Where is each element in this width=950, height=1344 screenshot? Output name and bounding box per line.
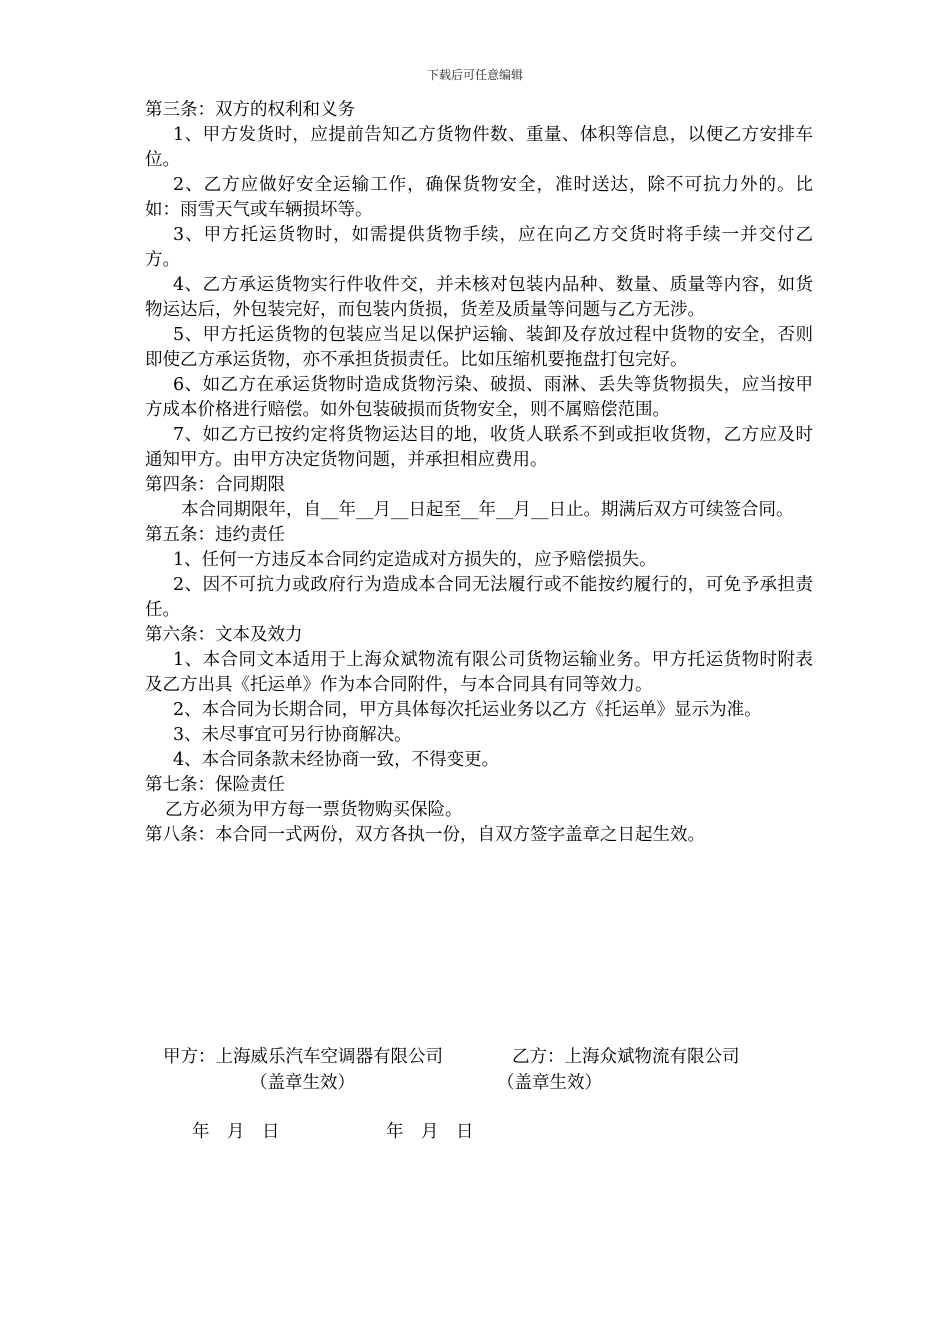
clause-3-3: 3、甲方托运货物时，如需提供货物手续，应在向乙方交货时将手续一并交付乙方。 — [145, 225, 813, 270]
contract-body — [145, 98, 813, 848]
party-a-date: 年 月 日 — [192, 1122, 280, 1142]
clause-3-5: 5、甲方托运货物的包装应当足以保护运输、装卸及存放过程中货物的安全，否则即使乙方承运货物，亦不承担货损责任。比如压缩机要拖盘打包完好。 — [145, 325, 813, 370]
party-b-name: 乙方：上海众斌物流有限公司 — [512, 1047, 740, 1067]
clause-3-7: 7、如乙方已按约定将货物运达目的地，收货人联系不到或拒收货物，乙方应及时通知甲方。由甲方决定货物问题，并承担相应费用。 — [145, 425, 813, 470]
clause-3-4: 4、乙方承运货物实行件收件交，并未核对包装内品种、数量、质量等内容，如货物运达后，外包装完好，而包装内货损，货差及质量等问题与乙方无涉。 — [145, 275, 813, 320]
party-a-name: 甲方：上海威乐汽车空调器有限公司 — [163, 1047, 443, 1067]
section-heading-5: 第五条：违约责任 — [145, 525, 285, 545]
clause-4-term: 本合同期限年，自__年__月__日起至__年__月__日止。期满后双方可续签合同。 — [181, 500, 794, 520]
party-b-seal-note: （盖章生效） — [497, 1073, 602, 1093]
clause-6-1: 1、本合同文本适用于上海众斌物流有限公司货物运输业务。甲方托运货物时附表及乙方出具《托运单》作为本合同附件，与本合同具有同等效力。 — [145, 650, 813, 695]
section-heading-6: 第六条：文本及效力 — [145, 625, 303, 645]
party-a-seal-note: （盖章生效） — [250, 1073, 355, 1093]
clause-6-4: 4、本合同条款未经协商一致，不得变更。 — [173, 750, 500, 770]
section-heading-7: 第七条：保险责任 — [145, 775, 285, 795]
clause-3-2: 2、乙方应做好安全运输工作，确保货物安全，准时送达，除不可抗力外的。比如：雨雪天气或车辆损坏等。 — [145, 175, 813, 220]
party-b-date: 年 月 日 — [386, 1122, 474, 1142]
clause-6-3: 3、未尽事宜可另行协商解决。 — [173, 725, 412, 745]
section-heading-3: 第三条：双方的权利和义务 — [145, 100, 355, 120]
clause-6-2: 2、本合同为长期合同，甲方具体每次托运业务以乙方《托运单》显示为准。 — [173, 700, 762, 720]
clause-5-2: 2、因不可抗力或政府行为造成本合同无法履行或不能按约履行的，可免予承担责任。 — [145, 575, 813, 620]
section-heading-8: 第八条：本合同一式两份，双方各执一份，自双方签字盖章之日起生效。 — [145, 825, 705, 845]
header-note: 下载后可任意编辑 — [426, 68, 523, 82]
section-heading-4: 第四条：合同期限 — [145, 475, 285, 495]
clause-3-6: 6、如乙方在承运货物时造成货物污染、破损、雨淋、丢失等货物损失，应当按甲方成本价格进行赔偿。如外包装破损而货物安全，则不属赔偿范围。 — [145, 375, 813, 420]
clause-5-1: 1、任何一方违反本合同约定造成对方损失的，应予赔偿损失。 — [173, 550, 657, 570]
clause-7-insurance: 乙方必须为甲方每一票货物购买保险。 — [165, 800, 463, 820]
clause-3-1: 1、甲方发货时，应提前告知乙方货物件数、重量、体积等信息，以便乙方安排车位。 — [145, 125, 813, 170]
